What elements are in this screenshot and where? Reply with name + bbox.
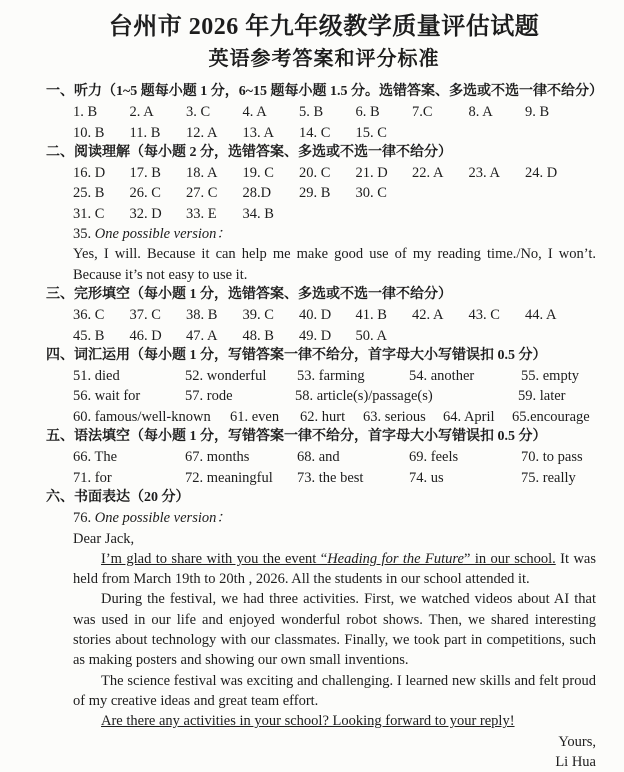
- answer-item: 69. feels: [409, 449, 459, 466]
- answer-item: 46. D: [129, 327, 162, 344]
- section-grammar: [0, 427, 624, 488]
- writing-heading: 六、书面表达（20 分）: [46, 489, 190, 505]
- answer-row: [73, 447, 624, 467]
- answer-item: 56. wait for: [73, 388, 141, 405]
- q76-version-title: One possible version：: [94, 510, 231, 527]
- answer-item: 45. B: [73, 327, 105, 344]
- answer-item: 73. the best: [297, 469, 364, 486]
- letter-text-segment: I’m glad to share with you the event “: [101, 550, 328, 567]
- letter-paragraph: [73, 711, 596, 731]
- answer-item: 31. C: [73, 205, 105, 222]
- answer-row: [73, 123, 624, 143]
- reading-answers: [0, 163, 624, 224]
- answer-row: [73, 386, 624, 406]
- answer-item: 39. C: [242, 307, 274, 324]
- answer-item: 64. April: [443, 408, 495, 425]
- answer-item: 4. A: [242, 104, 267, 121]
- letter-paragraph: [73, 671, 596, 712]
- answer-item: 57. rode: [185, 388, 233, 405]
- answer-item: 15. C: [355, 124, 387, 141]
- answer-item: 62. hurt: [300, 408, 346, 425]
- letter-text-segment: During the festival, we had three activities. First, we watched videos about AI that was used in our life and enjoyed wonderful robot shows. Then, we shared interesting stories about technology with our classmates. Finally, we took part in competitions, such as making posters and showing our own small inventions.: [73, 591, 596, 669]
- letter-text-segment: Heading for the Future: [327, 550, 464, 567]
- answer-item: 50. A: [355, 327, 387, 344]
- answer-item: 1. B: [73, 104, 98, 121]
- answer-item: 21. D: [355, 165, 388, 182]
- answer-item: 19. C: [242, 165, 274, 182]
- answer-item: 72. meaningful: [185, 469, 273, 486]
- section-writing: [0, 488, 624, 772]
- answer-item: 12. A: [186, 124, 218, 141]
- answer-item: 44. A: [525, 307, 557, 324]
- answer-row: [73, 102, 624, 122]
- answer-item: 47. A: [186, 327, 218, 344]
- vocab-heading: 四、词汇运用（每小题 1 分，写错答案一律不给分，首字母大小写错误扣 0.5 分）: [46, 347, 547, 363]
- answer-item: 27. C: [186, 185, 218, 202]
- answer-item: 71. for: [73, 469, 112, 486]
- letter-salutation: Dear Jack,: [73, 530, 135, 547]
- answer-item: 20. C: [299, 165, 331, 182]
- answer-row: [73, 468, 624, 488]
- answer-item: 26. C: [129, 185, 161, 202]
- answer-item: 42. A: [412, 307, 444, 324]
- q35-version-label: [0, 224, 624, 244]
- answer-item: 43. C: [468, 307, 500, 324]
- answer-row: [73, 163, 624, 183]
- answer-item: 28.D: [242, 185, 272, 202]
- cloze-heading: 三、完形填空（每小题 1 分，选错答案、多选或不选一律不给分）: [46, 286, 452, 302]
- answer-row: [73, 305, 624, 325]
- answer-item: 65.encourage: [512, 408, 590, 425]
- answer-item: 24. D: [525, 165, 558, 182]
- letter-paragraph: [73, 589, 596, 670]
- letter-text-segment: It was held from March 19th to 20th , 2026. All the students in our school attended it.: [73, 550, 596, 588]
- grammar-answers: [0, 447, 624, 488]
- answer-row: [73, 407, 624, 427]
- answer-item: 68. and: [297, 449, 340, 466]
- section-vocab: [0, 346, 624, 427]
- letter-paragraph: [73, 549, 596, 590]
- answer-item: 54. another: [409, 368, 475, 385]
- answer-row: [73, 204, 624, 224]
- answer-item: 66. The: [73, 449, 118, 466]
- answer-item: 23. A: [468, 165, 500, 182]
- answer-item: 11. B: [129, 124, 161, 141]
- answer-item: 41. B: [355, 307, 387, 324]
- answer-item: 18. A: [186, 165, 218, 182]
- answer-item: 17. B: [129, 165, 161, 182]
- answer-item: 70. to pass: [521, 449, 583, 466]
- q35-version-title: One possible version：: [94, 226, 231, 243]
- answer-item: 14. C: [299, 124, 331, 141]
- answer-row: [73, 366, 624, 386]
- q76-version-label: [0, 508, 624, 528]
- answer-item: 59. later: [518, 388, 566, 405]
- answer-item: 74. us: [409, 469, 444, 486]
- answer-item: 60. famous/well-known: [73, 408, 211, 425]
- answer-item: 38. B: [186, 307, 218, 324]
- answer-item: 67. months: [185, 449, 250, 466]
- answer-item: 16. D: [73, 165, 106, 182]
- answer-row: [73, 326, 624, 346]
- answer-item: 6. B: [355, 104, 380, 121]
- answer-item: 29. B: [299, 185, 331, 202]
- answer-item: 32. D: [129, 205, 162, 222]
- answer-item: 5. B: [299, 104, 324, 121]
- grammar-heading: 五、语法填空（每小题 1 分，写错答案一律不给分，首字母大小写错误扣 0.5 分）: [46, 429, 547, 445]
- answer-item: 48. B: [242, 327, 274, 344]
- section-reading: [0, 143, 624, 285]
- answer-item: 52. wonderful: [185, 368, 267, 385]
- section-listening: [0, 82, 624, 143]
- reading-heading: 二、阅读理解（每小题 2 分，选错答案、多选或不选一律不给分）: [46, 144, 452, 160]
- listening-answers: [0, 102, 624, 143]
- answer-item: 3. C: [186, 104, 211, 121]
- answer-item: 10. B: [73, 124, 105, 141]
- section-cloze: [0, 285, 624, 346]
- answer-item: 49. D: [299, 327, 332, 344]
- answer-item: 58. article(s)/passage(s): [295, 388, 433, 405]
- letter-text-segment: Are there any activities in your school? Looking forward to your reply!: [101, 713, 515, 730]
- answer-row: [73, 183, 624, 203]
- letter-body: [73, 549, 596, 732]
- answer-item: 9. B: [525, 104, 550, 121]
- answer-item: 13. A: [242, 124, 274, 141]
- q76-number: 76.: [73, 510, 95, 527]
- vocab-answers: [0, 366, 624, 427]
- answer-item: 75. really: [521, 469, 576, 486]
- answer-item: 37. C: [129, 307, 161, 324]
- answer-item: 40. D: [299, 307, 332, 324]
- document-title: 台州市 2026 年九年级教学质量评估试题: [108, 14, 540, 40]
- sample-letter: [0, 529, 624, 772]
- q35-answer-text: Yes, I will. Because it can help me make good use of my reading time./No, I won’t. Because it’s not easy to use it.: [73, 246, 596, 283]
- answer-item: 30. C: [355, 185, 387, 202]
- answer-item: 36. C: [73, 307, 105, 324]
- answer-item: 33. E: [186, 205, 217, 222]
- answer-item: 8. A: [468, 104, 493, 121]
- answer-item: 51. died: [73, 368, 120, 385]
- document-subtitle: 英语参考答案和评分标准: [208, 48, 440, 70]
- listening-heading: 一、听力（1~5 题每小题 1 分，6~15 题每小题 1.5 分。选错答案、多选或不选一律不给分）: [46, 84, 604, 99]
- answer-item: 2. A: [129, 104, 154, 121]
- letter-text-segment: ” in our school.: [463, 550, 556, 567]
- letter-signature: Li Hua: [555, 753, 596, 770]
- answer-item: 63. serious: [363, 408, 426, 425]
- answer-item: 61. even: [230, 408, 280, 425]
- answer-item: 55. empty: [521, 368, 579, 385]
- answer-item: 34. B: [242, 205, 274, 222]
- letter-closing: Yours,: [558, 733, 596, 750]
- letter-text-segment: The science festival was exciting and challenging. I learned new skills and felt proud of my creative ideas and great team effort.: [73, 672, 596, 709]
- q35-number: 35.: [73, 226, 95, 243]
- answer-item: 53. farming: [297, 368, 365, 385]
- answer-item: 22. A: [412, 165, 444, 182]
- cloze-answers: [0, 305, 624, 346]
- answer-item: 25. B: [73, 185, 105, 202]
- answer-item: 7.C: [412, 104, 433, 121]
